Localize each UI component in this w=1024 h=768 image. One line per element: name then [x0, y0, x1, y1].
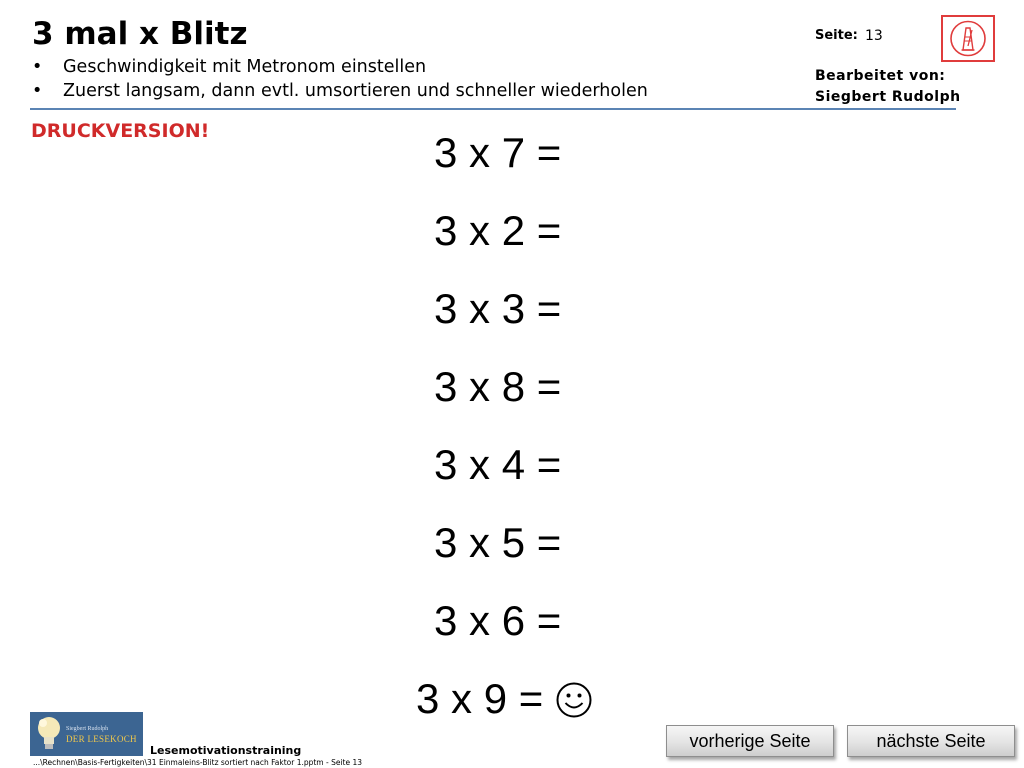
logo-author-name: Siegbert Rudolph — [66, 726, 109, 732]
logo-brand-name: DER LESEKOCH — [66, 734, 137, 744]
equation-row — [0, 433, 1024, 511]
metronome-icon — [943, 17, 993, 60]
print-version-notice: DRUCKVERSION! — [31, 120, 210, 142]
equation-text: 3 x 8 = — [434, 363, 562, 410]
editor-name: Siegbert Rudolph — [815, 89, 961, 105]
bullet-marker: • — [32, 57, 43, 77]
instruction-item — [32, 79, 648, 103]
equation-row — [0, 355, 1024, 433]
metronome-button[interactable] — [941, 15, 995, 62]
equation-row — [0, 589, 1024, 667]
equation-row — [0, 199, 1024, 277]
equation-row — [0, 277, 1024, 355]
slide-title: 3 mal x Blitz — [32, 16, 248, 52]
instruction-text: Geschwindigkeit mit Metronom einstellen — [63, 57, 427, 77]
header-divider — [30, 108, 956, 110]
equation-text: 3 x 9 = — [416, 675, 544, 722]
instruction-item — [32, 55, 648, 79]
equation-text: 3 x 4 = — [434, 441, 562, 488]
equation-text: 3 x 3 = — [434, 285, 562, 332]
instruction-text: Zuerst langsam, dann evtl. umsortieren und schneller wiederholen — [63, 81, 648, 101]
equation-text: 3 x 7 = — [434, 129, 562, 176]
bullet-marker: • — [32, 81, 43, 101]
page-label: Seite: — [815, 28, 858, 43]
page-number: 13 — [865, 28, 883, 44]
equation-row — [0, 121, 1024, 199]
editor-block — [815, 66, 961, 108]
equation-row-final — [416, 667, 593, 731]
equation-text: 3 x 5 = — [434, 519, 562, 566]
equation-list — [0, 121, 1024, 745]
next-page-button[interactable]: nächste Seite — [847, 725, 1015, 757]
file-path: ...\Rechnen\Basis-Fertigkeiten\31 Einmaleins-Blitz sortiert nach Faktor 1.pptm - Seite 13 — [33, 758, 363, 767]
equation-row — [0, 511, 1024, 589]
smiley-icon — [555, 681, 593, 719]
equation-text: 3 x 6 = — [434, 597, 562, 644]
instruction-list — [32, 55, 648, 103]
previous-page-button[interactable]: vorherige Seite — [666, 725, 834, 757]
lesekoch-logo — [30, 712, 143, 756]
editor-label: Bearbeitet von: — [815, 68, 946, 84]
training-label: Lesemotivationstraining — [150, 744, 302, 757]
lightbulb-icon — [34, 715, 64, 753]
equation-text: 3 x 2 = — [434, 207, 562, 254]
